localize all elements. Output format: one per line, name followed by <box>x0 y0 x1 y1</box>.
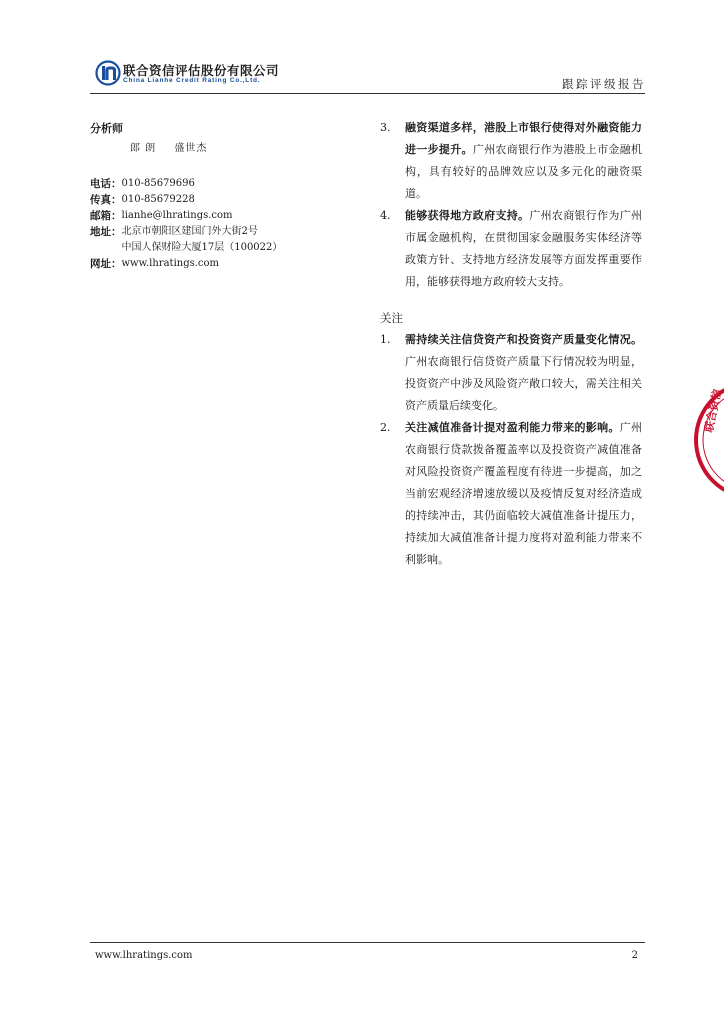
header-divider <box>90 93 645 94</box>
contact-website <box>90 256 350 272</box>
analyst-names <box>90 139 350 154</box>
item-number: 3. <box>380 121 391 134</box>
item-heading: 关注减值准备计提对盈利能力带来的影响。 <box>405 421 620 434</box>
contact-phone <box>90 176 350 192</box>
item-heading: 需持续关注信贷资产和投资资产质量变化情况。 <box>405 333 642 346</box>
email-label: 邮箱： <box>90 210 122 222</box>
item-number: 2. <box>380 421 391 434</box>
seal-stamp-icon <box>692 365 724 515</box>
email-value[interactable]: lianhe@lhratings.com <box>121 210 233 221</box>
analyst-name: 郎 朗 <box>130 143 157 154</box>
concern-item <box>380 329 642 417</box>
analyst-title: 分析师 <box>90 122 123 135</box>
company-logo <box>95 60 295 92</box>
company-logo-mark-icon <box>95 60 121 86</box>
item-body: 广州农商银行作为广州市属金融机构，在贯彻国家金融服务实体经济等政策方针、支持地方经济发展等方面发挥重要作用，能够获得地方政府较大支持。 <box>405 209 643 288</box>
strength-item <box>380 117 642 205</box>
website-link[interactable]: www.lhratings.com <box>121 258 220 269</box>
address-label: 地址： <box>90 226 122 238</box>
concerns-title: 关注 <box>380 311 403 325</box>
footer-divider <box>90 942 645 943</box>
contact-fax <box>90 192 350 208</box>
item-text <box>405 417 642 571</box>
phone-label: 电话： <box>90 178 122 190</box>
fax-label: 传真： <box>90 194 122 206</box>
item-text <box>405 329 642 417</box>
item-text <box>405 117 642 205</box>
right-column <box>380 117 642 571</box>
analyst-name: 盛世杰 <box>174 143 208 154</box>
page-number: 2 <box>631 950 638 961</box>
item-body: 广州农商银行贷款拨备覆盖率以及投资资产减值准备对风险投资资产覆盖程度有待进一步提高，加之当前宏观经济增速放缓以及疫情反复对经济造成的持续冲击，其仍面临较大减值准备计提压力，持续加大减值准备计提力度将对盈利能力带来不利影响。 <box>405 421 643 566</box>
left-column <box>90 120 350 272</box>
phone-value: 010-85679696 <box>121 178 195 189</box>
contact-address <box>90 224 350 256</box>
concern-item <box>380 417 642 571</box>
item-number: 4. <box>380 209 391 222</box>
contact-email <box>90 208 350 224</box>
fax-value: 010-85679228 <box>121 194 195 205</box>
item-body: 广州农商银行信贷资产质量下行情况较为明显，投资资产中涉及风险资产敞口较大，需关注相关资产质量后续变化。 <box>405 355 642 412</box>
report-type: 跟踪评级报告 <box>562 77 646 91</box>
item-heading: 融资渠道多样，港股上市银行使得对外融资能力进一步提升。 <box>405 121 642 156</box>
address-line-1: 北京市朝阳区建国门外大街2号 <box>121 226 258 237</box>
item-body: 广州农商银行作为港股上市金融机构，具有较好的品牌效应以及多元化的融资渠道。 <box>405 143 643 200</box>
footer-url[interactable]: www.lhratings.com <box>95 950 193 961</box>
logo-cn-text: 联合资信评估股份有限公司 <box>123 63 280 78</box>
strength-item <box>380 205 642 293</box>
item-heading: 能够获得地方政府支持。 <box>405 209 530 222</box>
svg-text:联合资信: 联合资信 <box>702 387 724 434</box>
address-line-2: 中国人保财险大厦17层（100022） <box>121 242 283 253</box>
item-text <box>405 205 642 293</box>
website-label: 网址： <box>90 258 122 270</box>
item-number: 1. <box>380 333 391 346</box>
contact-info <box>90 176 350 272</box>
logo-en-text: China Lianhe Credit Rating Co.,Ltd. <box>123 77 261 84</box>
